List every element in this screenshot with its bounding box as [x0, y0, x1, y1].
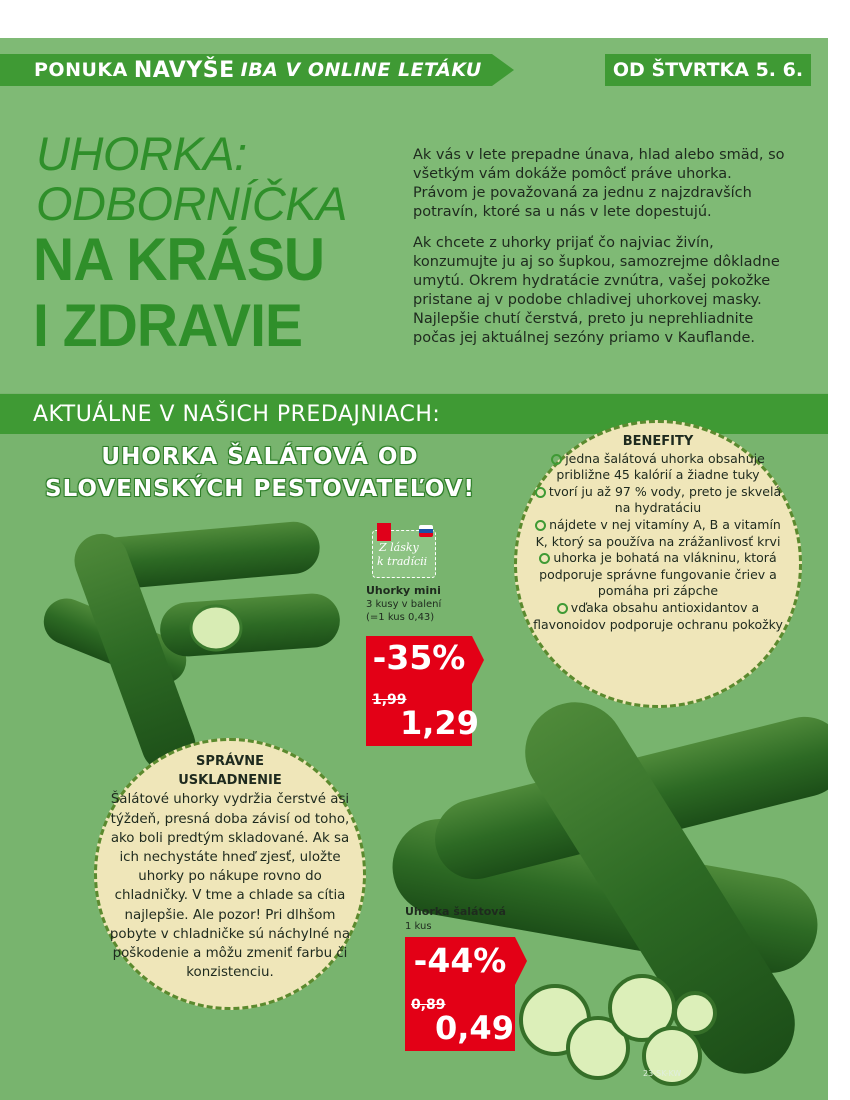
- kaufland-logo-icon: [377, 523, 391, 541]
- benefit-item: jedna šalátová uhorka obsahuje približne 45 kalórií a žiadne tuky: [528, 451, 788, 484]
- salad-price-tag: [405, 937, 515, 1051]
- footer-code: 23-SK-KW: [643, 1069, 682, 1078]
- banner-prefix: PONUKA: [34, 59, 128, 81]
- intro-paragraph-1: Ak vás v lete prepadne únava, hlad alebo smäd, so všetkým vám dokáže pomôcť práve uhorka. Právom je považovaná za jednu z najzdravších potravín, ktoré sa u nás v lete dopestujú.: [413, 147, 785, 220]
- tradition-badge: [372, 530, 436, 578]
- slovak-flag-icon: [419, 525, 433, 537]
- badge-line-1: Z lásky: [379, 541, 419, 554]
- mini-discount: -35%: [372, 638, 466, 677]
- mini-price-tag: [366, 636, 479, 746]
- benefit-item: uhorka je bohatá na vlákninu, ktorá podporuje správne fungovanie čriev a pomáha pri zápche: [539, 550, 777, 599]
- mini-new-price: 1,29: [400, 704, 479, 742]
- hero-line-2: ODBORNÍČKA: [36, 177, 347, 230]
- banner-arrow: [492, 54, 514, 86]
- hero-line-3: NA KRÁSU: [33, 226, 325, 293]
- mini-product-pack: 3 kusy v balení: [366, 599, 442, 610]
- intro-paragraph-2: Ak chcete z uhorky prijať čo najviac živín, konzumujte ju aj so šupkou, samozrejme dôkladne umytú. Okrem hydratácie zvnútra, vašej pokožke pristane aj v podobe chladivej uhorkovej masky. Najlepšie chutí čerstvá, preto ju neprehliadnite počas jej aktuálnej sezóny priamo v Kauflande.: [413, 235, 780, 346]
- storage-text: Šalátové uhorky vydržia čerstvé asi týždeň, presná doba závisí od toho, ako boli predtým skladované. Ak sa ich nechystáte hneď zjesť, uložte uhorky po nákupe rovno do chladničky. V tme a chlade sa cítia najlepšie. Ale pozor! Pri dlhšom pobyte v chladničke sú náchylné na poškodenie a môžu zmeniť farbu či konzistenciu.: [109, 792, 351, 981]
- mini-discount-arrow: [472, 636, 484, 684]
- bullet-icon: [535, 520, 546, 531]
- benefit-item: vďaka obsahu antioxidantov a flavonoidov podporuje ochranu pokožky: [533, 599, 783, 632]
- salad-new-price: 0,49: [435, 1009, 514, 1047]
- flyer-page: [0, 38, 828, 1100]
- storage-title-1: SPRÁVNE: [196, 754, 264, 769]
- bullet-icon: [539, 553, 550, 564]
- benefits-panel: [528, 434, 788, 633]
- salad-discount-arrow: [515, 937, 527, 985]
- salad-product-pack: 1 kus: [405, 921, 432, 932]
- bullet-icon: [557, 603, 568, 614]
- bullet-icon: [535, 487, 546, 498]
- mini-product-unit: (=1 kus 0,43): [366, 612, 435, 623]
- date-banner: [605, 54, 811, 86]
- hero-line-4: I ZDRAVIE: [33, 292, 303, 359]
- benefit-item: tvorí ju až 97 % vody, preto je skvelá na hydratáciu: [528, 484, 788, 517]
- section-title: AKTUÁLNE V NAŠICH PREDAJNIACH:: [33, 401, 441, 427]
- mini-product-name: Uhorky mini: [366, 584, 441, 597]
- product-headline-1: UHORKA ŠALÁTOVÁ OD: [101, 444, 419, 470]
- hero-line-1: UHORKA:: [36, 127, 247, 180]
- benefit-item: nájdete v nej vitamíny A, B a vitamín K, ktorý sa používa na zrážanlivosť krvi: [535, 516, 781, 549]
- bullet-icon: [551, 454, 562, 465]
- banner-italic: IBA V ONLINE LETÁKU: [240, 59, 482, 81]
- salad-product-name: Uhorka šalátová: [405, 905, 506, 918]
- storage-title-2: USKLADNENIE: [178, 773, 282, 789]
- product-headline-2: SLOVENSKÝCH PESTOVATEĽOV!: [45, 476, 475, 502]
- mini-old-price: 1,99: [372, 692, 407, 708]
- salad-old-price: 0,89: [411, 997, 446, 1013]
- banner-big: NAVYŠE: [133, 57, 235, 83]
- salad-discount: -44%: [413, 941, 507, 980]
- date-text: OD ŠTVRTKA 5. 6.: [612, 59, 804, 81]
- mini-cucumbers: [37, 520, 342, 780]
- storage-panel: [108, 752, 352, 982]
- online-offer-banner: [0, 54, 492, 86]
- benefits-title: BENEFITY: [622, 434, 694, 449]
- badge-line-2: k tradícii: [377, 555, 428, 568]
